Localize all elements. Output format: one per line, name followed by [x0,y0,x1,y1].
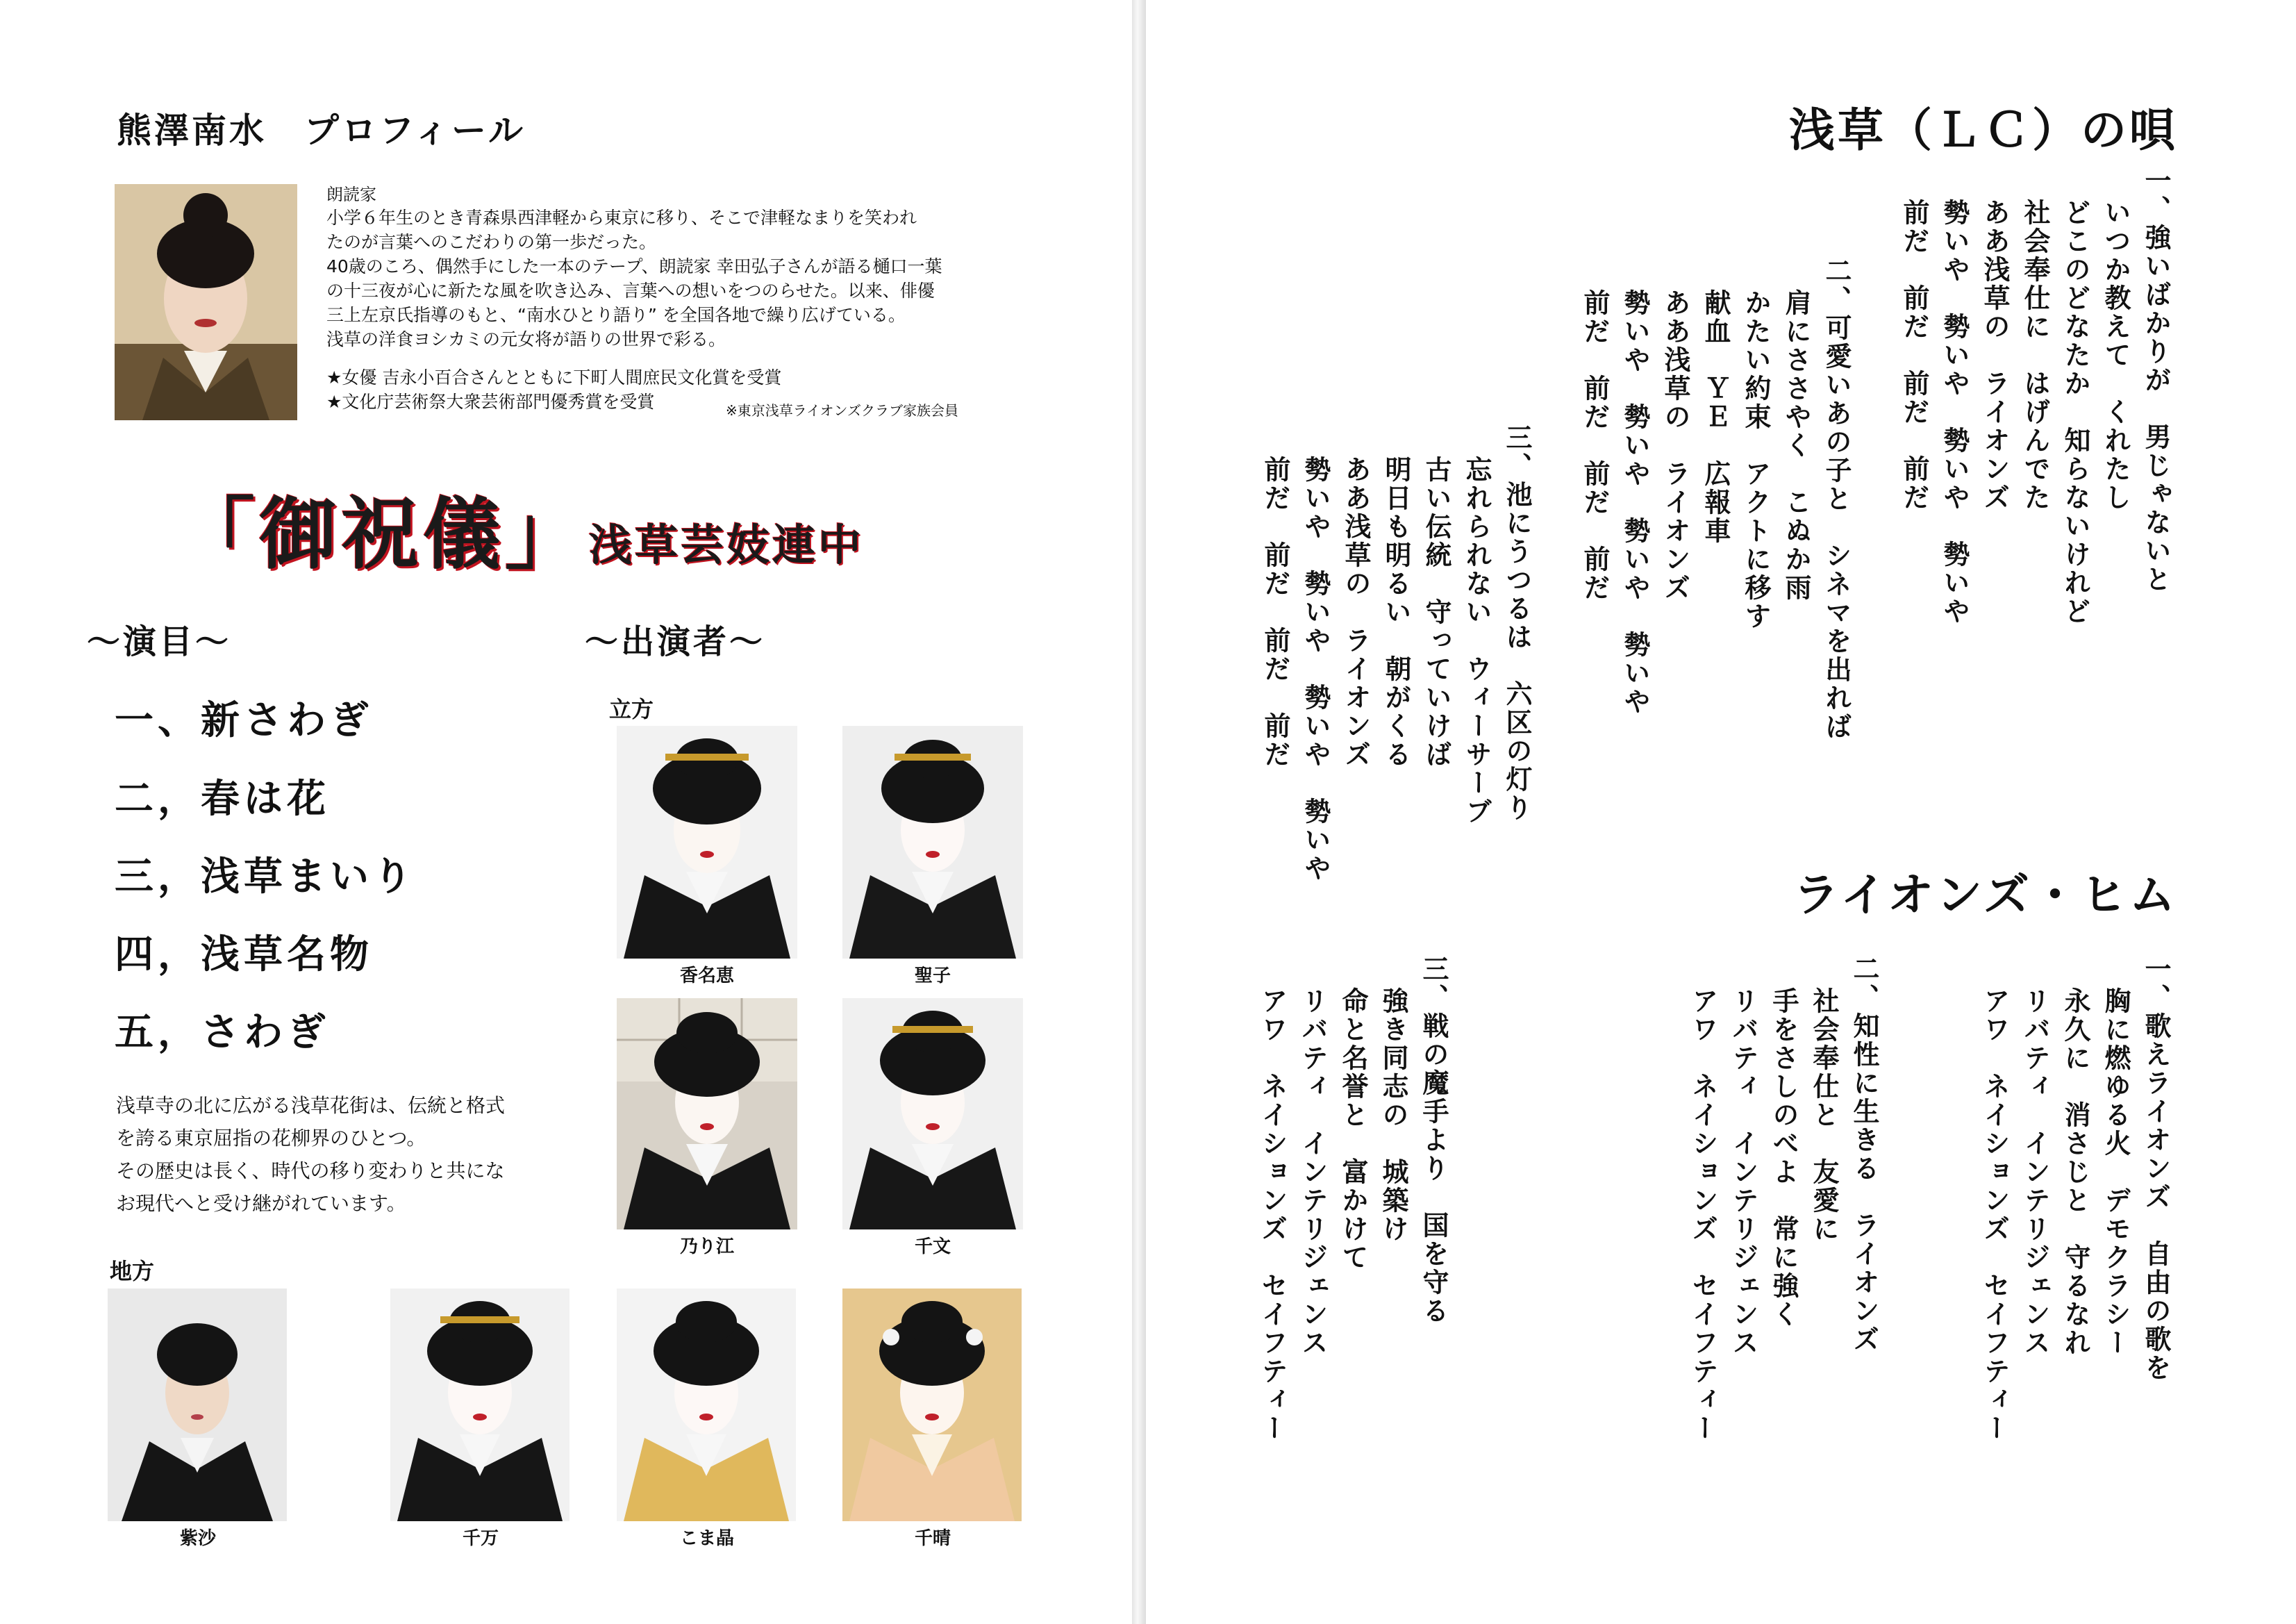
geisha-photo [617,726,797,959]
lyric-column: 前だ 前だ 前だ 前だ [1260,456,1290,769]
lyric-column: 明日も明るい 朝がくる [1381,456,1411,769]
profile-body-line: 小学６年生のとき青森県西津軽から東京に移り、そこで津軽なまりを笑われ [326,208,917,228]
profile-title: 熊澤南水 プロフィール [117,110,526,151]
profile-body-line: 三上左京氏指導のもと、“南水ひとり語り” を全国各地で繰り広げている。 [326,305,906,325]
jikata-label: 地方 [110,1258,155,1284]
lyric-column: 社会奉仕に はげんでた [2020,199,2050,512]
event-subtitle: 浅草芸妓連中 [589,520,865,570]
tachikata-label: 立方 [609,696,654,722]
description-line: 浅草寺の北に広がる浅草花街は、伝統と格式 [116,1094,506,1117]
left-page [0,0,1132,1624]
program-item: 二，春は花 [115,777,330,822]
lyric-column: 献血 ＹＥ 広報車 [1700,289,1731,545]
event-title: 「御祝儀」 [177,490,587,580]
award-line: ★女優 吉永小百合さんとともに下町人間庶民文化賞を受賞 [326,367,782,388]
lyric-column: 三、池にうつるは 六区の灯り [1501,424,1532,822]
geisha-photo [842,998,1023,1229]
lyric-column: 一、歌えライオンズ 自由の歌を [2140,955,2171,1382]
profile-body-line: 40歳のころ、偶然手にした一本のテープ、朗読家 幸田弘子さんが語る樋口一葉 [326,256,942,276]
lyric-column: 勢いや 勢いや 勢いや 勢いや [1620,289,1650,716]
program-item: 一、新さわぎ [115,698,373,743]
lyric-column: 強き同志の 城築け [1378,987,1408,1243]
cast-name-jikata: こま晶 [679,1528,734,1549]
lyric-column: アワ ネイションズ セイフティー [1688,987,1718,1443]
right-page [1146,0,2296,1624]
description-line: を誇る東京屈指の花柳界のひとつ。 [116,1127,426,1150]
lyric-column: 二、知性に生きる ライオンズ [1849,955,1879,1354]
lyric-column: ああ浅草の ライオンズ [1340,456,1371,769]
geisha-photo [390,1289,569,1521]
geisha-photo [108,1289,287,1521]
lyric-column: どこのどなたか 知らないけれど [2060,199,2090,626]
cast-name-tachikata: 千文 [914,1236,951,1257]
lyric-column: リバティ インテリジェンス [1297,987,1328,1357]
lyric-column: 手をさしのべよ 常に強く [1768,987,1799,1329]
cast-name-tachikata: 聖子 [914,966,951,986]
profile-role: 朗読家 [326,185,376,204]
lyric-column: いつか教えて くれたし [2100,199,2131,512]
song-title: ライオンズ・ヒム [1792,868,2178,922]
program-item: 三，浅草まいり [115,854,416,900]
song-title: 浅草（ＬＣ）の唄 [1789,103,2178,157]
cast-name-jikata: 紫沙 [179,1528,216,1549]
profile-awards [326,365,781,414]
cast-name-jikata: 千晴 [914,1528,951,1549]
lyric-column: 三、戦の魔手より 国を守る [1418,955,1449,1325]
lyric-column: かたい約束 アクトに移す [1740,289,1771,631]
program-item: 五，さわぎ [115,1010,330,1055]
lyric-column: 前だ 前だ 前だ 前だ [1579,289,1610,602]
profile-portrait-photo [115,184,297,420]
description-line: お現代へと受け継がれています。 [116,1192,406,1215]
lyric-column: リバティ インテリジェンス [2020,987,2050,1357]
lyric-column: 忘れられない ウィーサーブ [1461,456,1492,826]
lyric-column: 胸に燃ゆる火 デモクラシー [2100,987,2131,1357]
cast-name-jikata: 千万 [462,1528,499,1549]
program-heading: ～演目～ [87,622,232,661]
geisha-photo [842,1289,1022,1521]
hanamachi-description [116,1089,505,1220]
lyric-column: 勢いや 勢いや 勢いや 勢いや [1300,456,1331,883]
profile-body-line: たのが言葉へのこだわりの第一歩だった。 [326,232,657,252]
profile-body [326,206,942,351]
profile-body-line: 浅草の洋食ヨシカミの元女将が語りの世界で彩る。 [326,329,726,349]
program-item: 四，浅草名物 [115,932,373,977]
lyric-column: 社会奉仕と 友愛に [1808,987,1839,1243]
cast-name-tachikata: 香名恵 [679,966,734,986]
member-note: ※東京浅草ライオンズクラブ家族会員 [726,402,958,419]
award-line: ★文化庁芸術祭大衆芸術部門優秀賞を受賞 [326,392,655,412]
lyric-column: 前だ 前だ 前だ 前だ [1899,199,1929,512]
lyric-column: 一、強いばかりが 男じゃないと [2140,167,2171,594]
book-spine [1132,0,1146,1624]
lyric-column: 勢いや 勢いや 勢いや 勢いや [1939,199,1970,626]
geisha-photo [617,1289,796,1521]
lyric-column: 肩にささやく こぬか雨 [1781,289,1811,602]
profile-body-line: の十三夜が心に新たな風を吹き込み、言葉への想いをつのらせた。以来、俳優 [326,281,935,301]
lyric-column: 命と名誉と 富かけて [1338,987,1368,1272]
lyric-column: 古い伝統 守っていけば [1421,456,1451,769]
lyric-column: アワ ネイションズ セイフティー [1257,987,1288,1443]
cast-heading: ～出演者～ [585,622,766,661]
lyric-column: 永久に 消さじと 守るなれ [2060,987,2090,1357]
cast-name-tachikata: 乃り江 [679,1236,734,1257]
lyric-column: 二、可愛いあの子と シネマを出れば [1821,257,1852,741]
lyric-column: アワ ネイションズ セイフティー [1979,987,2010,1443]
geisha-photo [617,998,797,1229]
lyric-column: ああ浅草の ライオンズ [1979,199,2010,512]
description-line: その歴史は長く、時代の移り変わりと共にな [116,1159,505,1182]
geisha-photo [842,726,1023,959]
lyric-column: リバティ インテリジェンス [1728,987,1758,1357]
lyric-column: ああ浅草の ライオンズ [1660,289,1690,602]
